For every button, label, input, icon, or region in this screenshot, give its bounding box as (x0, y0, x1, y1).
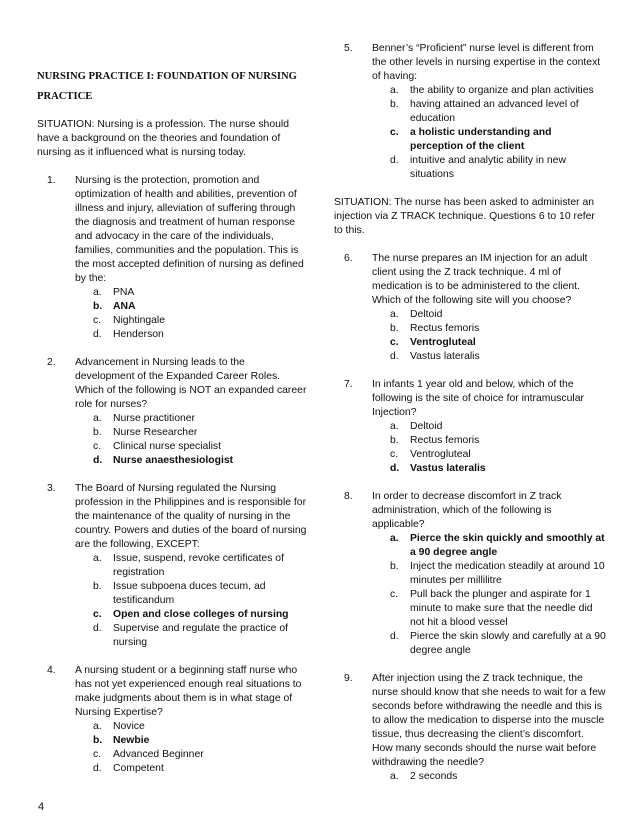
question-number: 5. (344, 43, 353, 54)
option-d: d. intuitive and analytic ability in new situations (390, 155, 566, 180)
options-list (372, 84, 606, 182)
option-d-answer: d. Nurse anaesthesiologist (93, 455, 234, 466)
section-title: NURSING PRACTICE I: FOUNDATION OF NURSING PRACTICE (37, 71, 297, 102)
question-number: 6. (344, 253, 353, 264)
option-c: c. Ventrogluteal (390, 449, 471, 460)
question-number: 9. (344, 673, 353, 684)
options-list (372, 770, 606, 784)
option-c: c. Nightingale (93, 315, 165, 326)
option-d-answer: d. Vastus lateralis (390, 463, 486, 474)
option-a: a. 2 seconds (390, 771, 458, 782)
option-d: d. Pierce the skin slowly and carefully at a 90 degree angle (390, 631, 606, 656)
question-text: The nurse prepares an IM injection for an adult client using the Z track technique. 4 ml of medication is to be administered to the client. Which of the following site will you choose? (372, 253, 588, 306)
option-c-answer: c. a holistic understanding and perception of the client (390, 127, 552, 152)
option-d: d. Competent (93, 763, 164, 774)
option-a: a. Novice (93, 721, 145, 732)
option-b: b. Issue subpoena duces tecum, ad testificandum (93, 581, 266, 606)
question-number: 4. (47, 665, 56, 676)
question-4 (37, 664, 307, 776)
question-text: The Board of Nursing regulated the Nursing profession in the Philippines and is responsible for the maintenance of the quality of nursing in the country. Powers and duties of the board of nursing are the following, EXCEPT: (75, 483, 307, 550)
question-1 (37, 174, 307, 342)
question-number: 7. (344, 379, 353, 390)
option-a: a. Deltoid (390, 309, 443, 320)
option-b-answer: b. Newbie (93, 735, 150, 746)
question-number: 8. (344, 491, 353, 502)
option-b: b. having attained an advanced level of education (390, 99, 579, 124)
question-6 (334, 252, 606, 364)
options-list (75, 720, 307, 776)
question-7 (334, 378, 606, 476)
option-c-answer: c. Ventrogluteal (390, 337, 476, 348)
options-list (75, 286, 307, 342)
question-number: 3. (47, 483, 56, 494)
option-a: a. Deltoid (390, 421, 443, 432)
question-text: Nursing is the protection, promotion and optimization of health and abilities, prevention of illness and injury, alleviation of suffering through the diagnosis and treatment of human response and advocacy in the care of the individuals, families, communities and the population. This is the most accepted definition of nursing as defined by the: (75, 175, 304, 284)
question-9 (334, 672, 606, 784)
options-list (372, 308, 606, 364)
option-c-answer: c. Open and close colleges of nursing (93, 609, 289, 620)
option-d: d. Henderson (93, 329, 164, 340)
option-a: a. PNA (93, 287, 135, 298)
question-3 (37, 482, 307, 650)
options-list (75, 552, 307, 650)
option-b-answer: b. ANA (93, 301, 136, 312)
page-number: 4 (38, 801, 45, 813)
right-column (334, 42, 606, 798)
question-number: 2. (47, 357, 56, 368)
option-c: c. Pull back the plunger and aspirate for 1 minute to make sure that the needle did not hit a blood vessel (390, 589, 593, 628)
option-a: a. the ability to organize and plan activities (390, 85, 594, 96)
question-text: After injection using the Z track technique, the nurse should know that she needs to wait for a few seconds before withdrawing the needle and this is to allow the medication to disperse into the muscle tissue, thus decreasing the client’s discomfort. How many seconds should the nurse wait before withdrawing the needle? (372, 673, 606, 768)
question-8 (334, 490, 606, 658)
option-a-answer: a. Pierce the skin quickly and smoothly at a 90 degree angle (390, 533, 605, 558)
options-list (75, 412, 307, 468)
option-b: b. Inject the medication steadily at around 10 minutes per millilitre (390, 561, 605, 586)
question-text: Advancement in Nursing leads to the development of the Expanded Career Roles. Which of the following is NOT an expanded career role for nurses? (75, 357, 307, 410)
options-list (372, 532, 606, 658)
question-text: Benner’s “Proficient” nurse level is different from the other levels in nursing expertise in the context of having: (372, 43, 601, 82)
question-5 (334, 42, 606, 182)
question-text: In order to decrease discomfort in Z track administration, which of the following is applicable? (372, 491, 562, 530)
left-column (37, 67, 307, 790)
option-a: a. Issue, suspend, revoke certificates of registration (93, 553, 284, 578)
situation-2: SITUATION: The nurse has been asked to administer an injection via Z TRACK technique. Questions 6 to 10 refer to this. (334, 197, 595, 236)
question-text: In infants 1 year old and below, which of the following is the site of choice for intramuscular Injection? (372, 379, 584, 418)
option-d: d. Vastus lateralis (390, 351, 480, 362)
option-b: b. Rectus femoris (390, 323, 480, 334)
option-c: c. Advanced Beginner (93, 749, 204, 760)
question-2 (37, 356, 307, 468)
question-text: A nursing student or a beginning staff nurse who has not yet experienced enough real situations to make judgments about them is in what stage of Nursing Expertise? (75, 665, 302, 718)
question-number: 1. (47, 175, 56, 186)
option-d: d. Supervise and regulate the practice of nursing (93, 623, 289, 648)
options-list (372, 420, 606, 476)
option-b: b. Nurse Researcher (93, 427, 198, 438)
option-c: c. Clinical nurse specialist (93, 441, 221, 452)
option-a: a. Nurse practitioner (93, 413, 196, 424)
situation-1: SITUATION: Nursing is a profession. The nurse should have a background on the theories and foundation of nursing as it influenced what is nursing today. (37, 119, 289, 158)
option-b: b. Rectus femoris (390, 435, 480, 446)
